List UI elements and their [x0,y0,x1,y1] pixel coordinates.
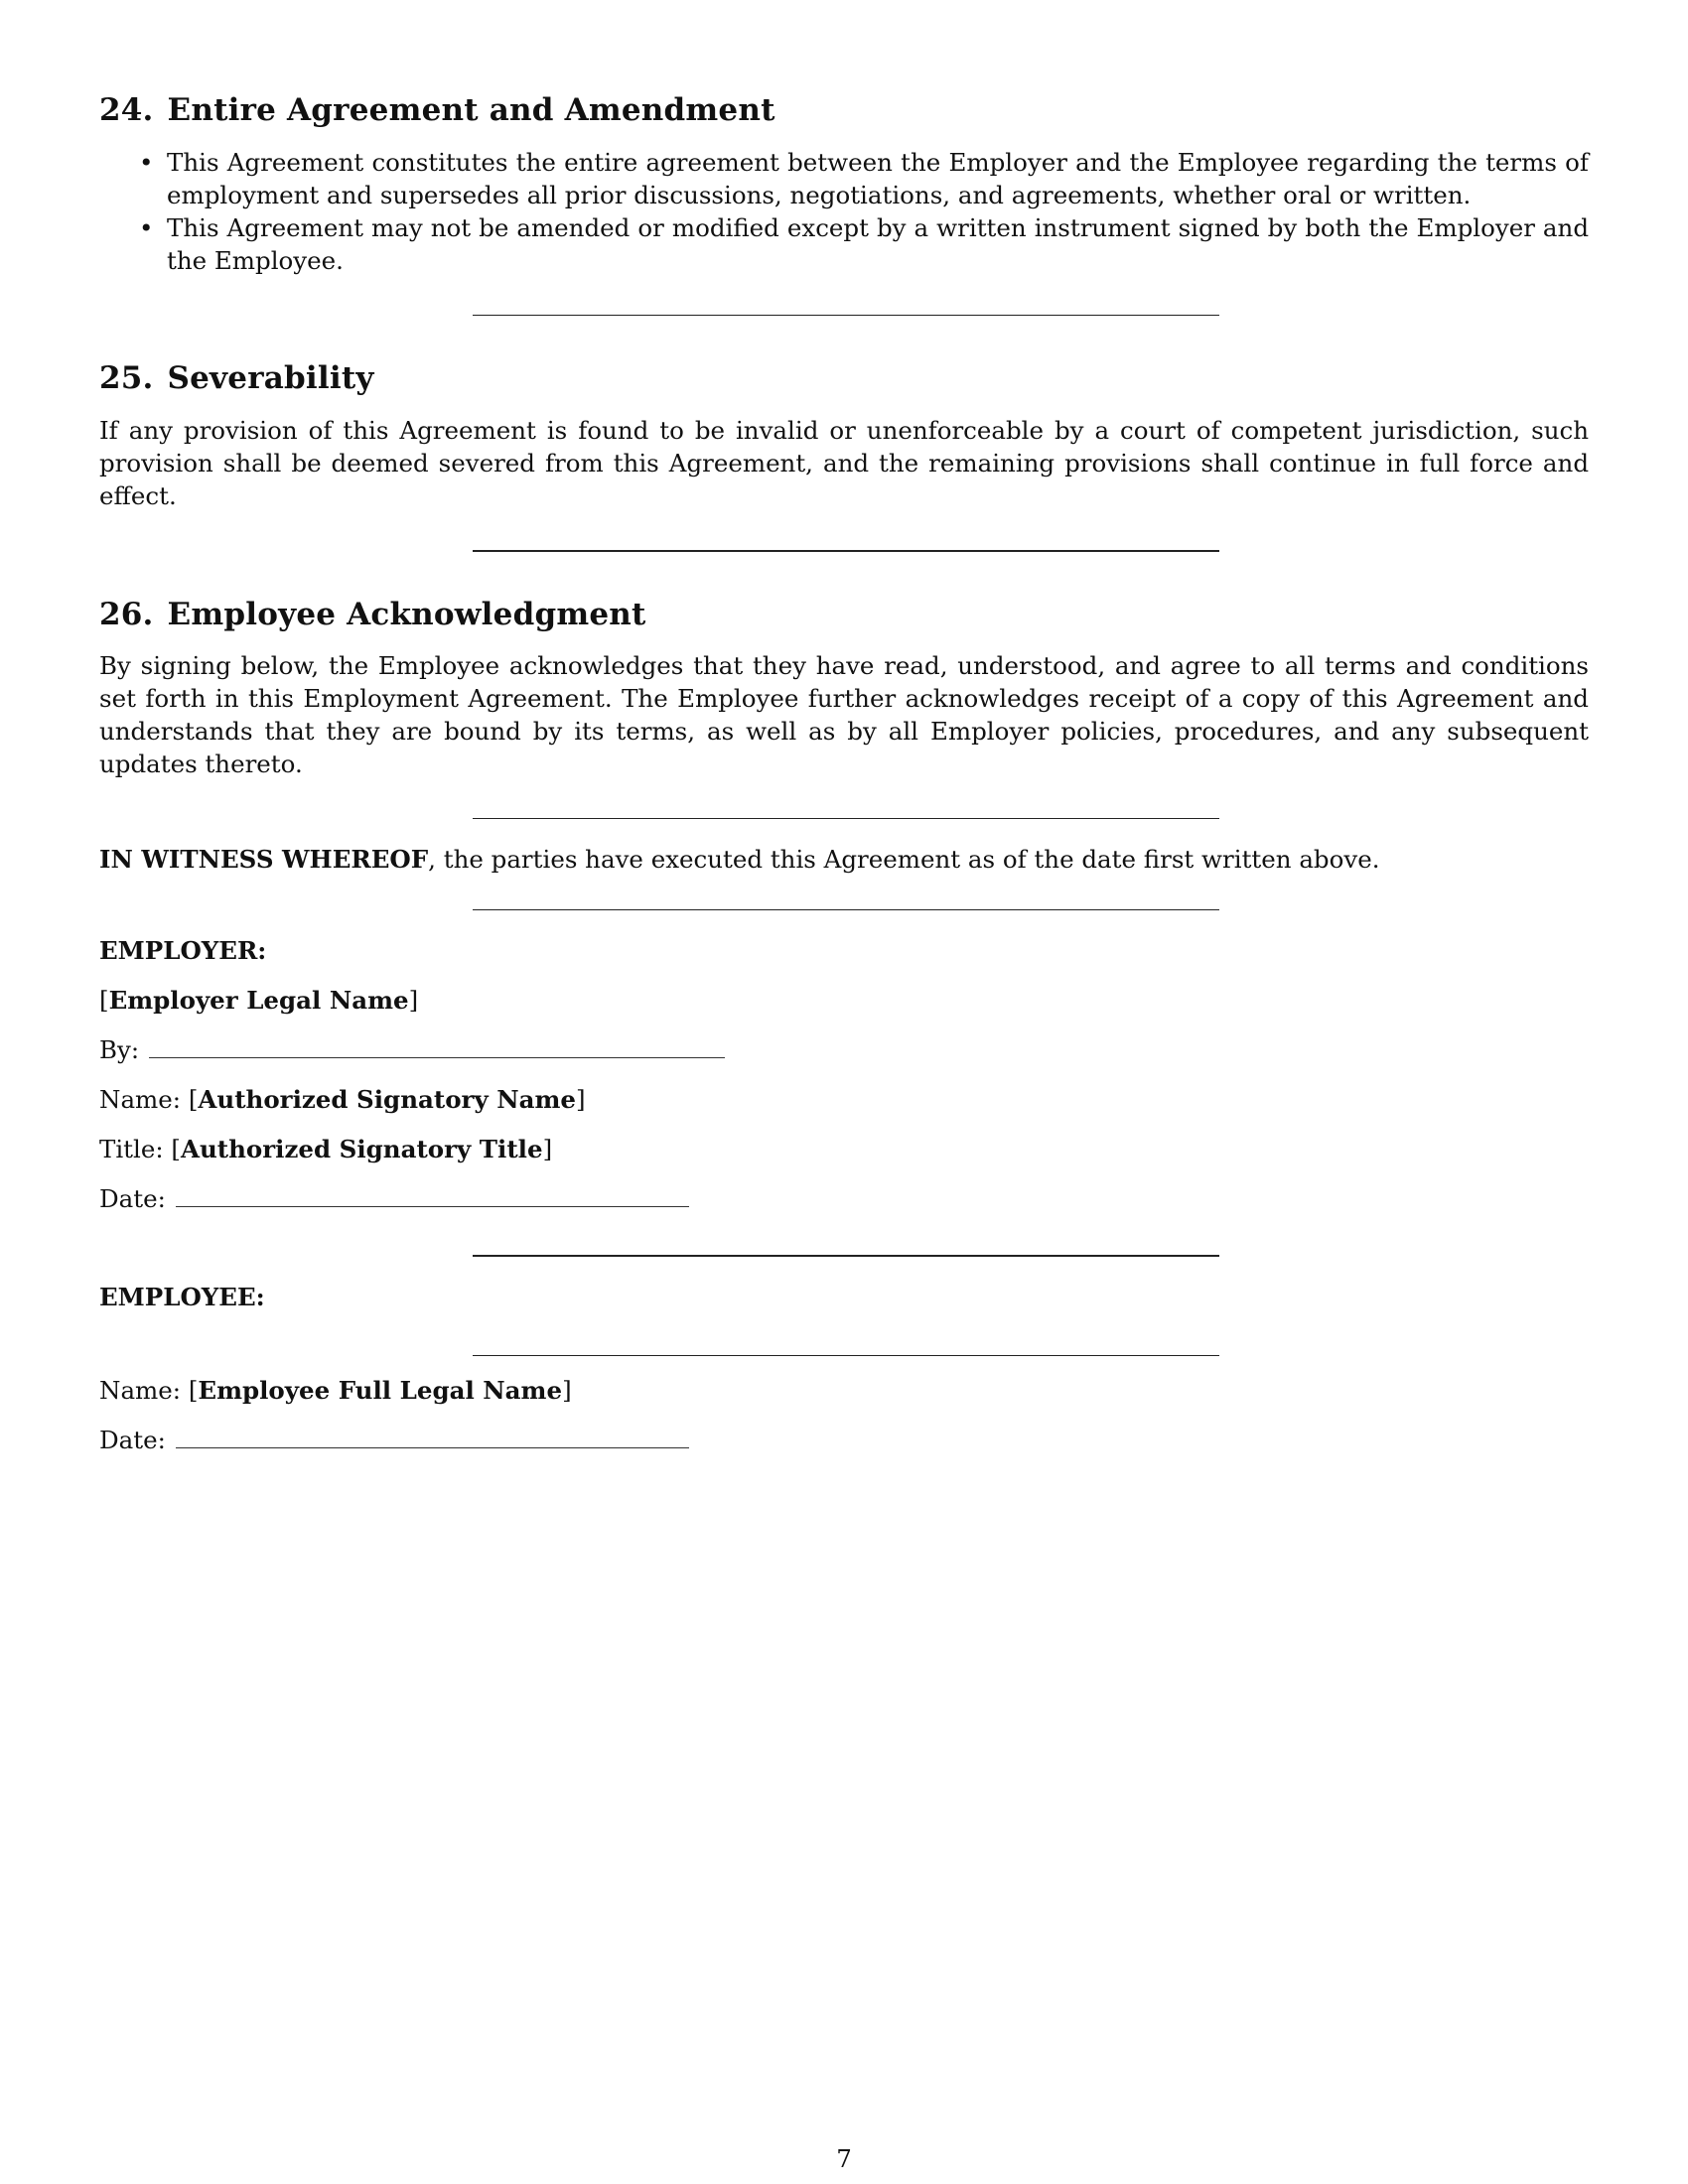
bracket-close: ] [542,1135,553,1164]
document-page [99,91,1589,1456]
divider [473,1355,1219,1356]
title-label: Title: [99,1135,164,1164]
section-number: 25. [99,359,154,396]
bracket-open: [ [188,1376,199,1406]
divider [473,818,1219,819]
witness-statement [99,843,1589,876]
list-item [139,211,1589,277]
section-25-heading [99,359,1589,398]
employer-title-row [99,1133,1589,1165]
employee-date-row [99,1424,1589,1456]
signatory-title: Authorized Signatory Title [180,1135,543,1164]
divider [473,550,1219,552]
divider [473,1255,1219,1257]
list-item-text: This Agreement may not be amended or modified except by a written instrument signed by both the Employer and the Employee. [167,212,1589,275]
bullet-icon: • [139,147,154,177]
section-title: Severability [167,359,374,396]
date-label: Date: [99,1426,166,1455]
section-number: 24. [99,92,154,128]
bracket-close: ] [408,986,419,1016]
section-24-bullet-list [99,146,1589,277]
section-26-text: By signing below, the Employee acknowledges that they have read, understood, and agree to all terms and conditions set forth in this Employment Agreement. The Employee further acknowledges receipt of a copy of this Agreement and understands that they are bound by its terms, as well as by all Employer policies, procedures, and any subsequent updates thereto. [99,651,1589,779]
section-title: Employee Acknowledgment [167,596,646,632]
name-label: Name: [99,1085,182,1115]
section-26-heading [99,596,1589,634]
bracket-close: ] [576,1085,586,1115]
employer-date-row [99,1182,1589,1215]
employee-name-row [99,1374,1589,1407]
employer-legal-name: Employer Legal Name [108,986,409,1016]
section-24-heading [99,91,1589,130]
employer-signature-line[interactable] [149,1035,725,1058]
witness-lead: IN WITNESS WHEREOF [99,845,429,875]
bracket-open: [ [99,986,109,1016]
list-item [139,146,1589,211]
employer-name-row [99,1083,1589,1116]
employee-heading: EMPLOYEE: [99,1283,265,1312]
divider [473,315,1219,316]
employee-name: Employee Full Legal Name [198,1376,563,1406]
bracket-open: [ [188,1085,199,1115]
name-label: Name: [99,1376,182,1406]
bullet-icon: • [139,212,154,242]
page-number: 7 [836,2144,852,2173]
employee-date-line[interactable] [176,1426,689,1448]
section-number: 26. [99,596,154,632]
bracket-close: ] [562,1376,572,1406]
section-25-text: If any provision of this Agreement is found to be invalid or unenforceable by a court of competent jurisdiction, such provision shall be deemed severed from this Agreement, and the remaining provisions shall continue in full force and effect. [99,415,1589,510]
bracket-open: [ [171,1135,181,1164]
section-title: Entire Agreement and Amendment [167,92,775,128]
by-label: By: [99,1035,140,1065]
signatory-name: Authorized Signatory Name [198,1085,576,1115]
date-label: Date: [99,1184,166,1214]
list-item-text: This Agreement constitutes the entire agreement between the Employer and the Employee regarding the terms of employment and supersedes all prior discussions, negotiations, and agreements, whether oral or written. [167,147,1589,209]
employer-by-row [99,1033,1589,1066]
divider [473,909,1219,910]
employer-date-line[interactable] [176,1184,689,1207]
witness-rest: , the parties have executed this Agreement as of the date first written above. [428,845,1380,875]
employer-legal-name-row [99,984,1589,1017]
employer-heading: EMPLOYER: [99,936,267,966]
